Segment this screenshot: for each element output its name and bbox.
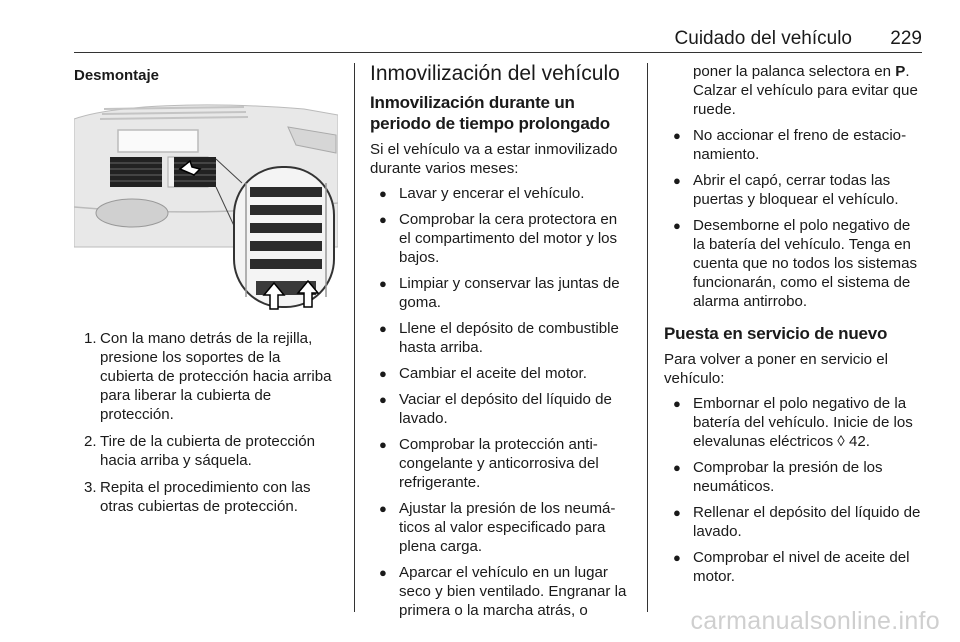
removal-steps bbox=[74, 329, 338, 516]
header-title: Cuidado del vehículo bbox=[674, 28, 852, 49]
bullet-icon: ● bbox=[379, 186, 387, 201]
list-item-text: Comprobar la protección anti-congelante y anticorrosiva del refrigerante. bbox=[399, 436, 599, 491]
subsection-title-prolongado: Inmovilización durante un periodo de tiempo prolongado bbox=[370, 93, 610, 133]
bullet-icon: ● bbox=[379, 321, 387, 336]
column-3 bbox=[664, 62, 926, 593]
list-item bbox=[664, 548, 926, 586]
list-item-text: Comprobar el nivel de aceite del motor. bbox=[693, 549, 910, 585]
list-item bbox=[664, 171, 926, 209]
bullet-icon: ● bbox=[673, 218, 681, 233]
storage-checklist bbox=[370, 184, 632, 620]
step-item bbox=[74, 329, 338, 424]
bullet-icon: ● bbox=[673, 173, 681, 188]
list-item bbox=[370, 319, 632, 357]
list-item bbox=[370, 210, 632, 267]
list-item-text: Lavar y encerar el vehículo. bbox=[399, 185, 585, 202]
bullet-icon: ● bbox=[379, 392, 387, 407]
bullet-icon: ● bbox=[379, 501, 387, 516]
bullet-icon: ● bbox=[379, 276, 387, 291]
list-item-text: Comprobar la cera protectora en el compartimento del motor y los bajos. bbox=[399, 211, 618, 266]
subheading-desmontaje: Desmontaje bbox=[74, 67, 160, 84]
list-item-text: Rellenar el depósito del líquido de lavado. bbox=[693, 504, 921, 540]
list-item-text: Cambiar el aceite del motor. bbox=[399, 365, 587, 382]
step-item bbox=[74, 432, 338, 470]
bullet-icon: ● bbox=[379, 366, 387, 381]
list-item bbox=[370, 435, 632, 492]
bullet-icon: ● bbox=[379, 565, 387, 580]
list-item bbox=[664, 503, 926, 541]
list-item bbox=[664, 394, 926, 451]
list-item bbox=[370, 499, 632, 556]
step-text: Repita el procedimiento con las otras cubiertas de protección. bbox=[100, 479, 311, 515]
list-item-text: Aparcar el vehículo en un lugar seco y bien ventilado. Engranar la primera o la marcha atrás, o bbox=[399, 564, 627, 619]
column-1 bbox=[74, 62, 338, 524]
step-text: Con la mano detrás de la rejilla, presione los soportes de la cubierta de protección hacia arriba para liberar la cubierta de protección. bbox=[100, 330, 332, 423]
list-item-text: Abrir el capó, cerrar todas las puertas y bloquear el vehículo. bbox=[693, 172, 899, 208]
section-title-puesta-en-servicio: Puesta en servicio de nuevo bbox=[664, 324, 888, 343]
step-text: Tire de la cubierta de protección hacia arriba y sáquela. bbox=[100, 433, 316, 469]
grille-cover-illustration bbox=[74, 97, 338, 313]
step-number: 3. bbox=[84, 479, 97, 496]
step-item bbox=[74, 478, 338, 516]
list-item-text: Embornar el polo negativo de la batería del vehículo. Inicie de los elevalunas eléctricos ◊ 42. bbox=[693, 395, 913, 450]
list-item-text: Ajustar la presión de los neumá-ticos al valor especificado para plena carga. bbox=[399, 500, 616, 555]
list-item-text: Llene el depósito de combustible hasta arriba. bbox=[399, 320, 619, 356]
list-item bbox=[664, 216, 926, 311]
step-number: 2. bbox=[84, 433, 97, 450]
list-continuation bbox=[664, 62, 926, 119]
column-divider-2 bbox=[647, 63, 648, 612]
page-number: 229 bbox=[890, 28, 922, 49]
list-item bbox=[370, 274, 632, 312]
list-item-text: Vaciar el depósito del líquido de lavado. bbox=[399, 391, 612, 427]
page-header bbox=[74, 26, 922, 53]
continuation-text-end: . Calzar el vehículo para evitar que ruede. bbox=[693, 63, 918, 118]
list-item-text: No accionar el freno de estacio-namiento. bbox=[693, 127, 907, 163]
bullet-icon: ● bbox=[673, 396, 681, 411]
column-divider-1 bbox=[354, 63, 355, 612]
bullet-icon: ● bbox=[673, 128, 681, 143]
bullet-icon: ● bbox=[379, 212, 387, 227]
watermark-text: carmanualsonline.info bbox=[690, 607, 940, 635]
bullet-icon: ● bbox=[673, 550, 681, 565]
list-item bbox=[370, 390, 632, 428]
list-item bbox=[370, 563, 632, 620]
list-item-text: Limpiar y conservar las juntas de goma. bbox=[399, 275, 620, 311]
gear-p-label: P bbox=[895, 63, 906, 80]
section-intro: Para volver a poner en servicio el vehículo: bbox=[664, 351, 889, 387]
storage-checklist-continued bbox=[664, 126, 926, 311]
list-item bbox=[370, 184, 632, 203]
intro-paragraph: Si el vehículo va a estar inmovilizado durante varios meses: bbox=[370, 141, 618, 177]
bullet-icon: ● bbox=[673, 505, 681, 520]
list-item-text: Desemborne el polo negativo de la batería del vehículo. Tenga en cuenta que no todos los sistemas funcionarán, como el sistema de alarma antirrobo. bbox=[693, 217, 918, 310]
list-item bbox=[664, 458, 926, 496]
recommissioning-checklist bbox=[664, 394, 926, 586]
step-number: 1. bbox=[84, 330, 97, 347]
continuation-text: poner la palanca selectora en bbox=[693, 63, 896, 80]
list-item-text: Comprobar la presión de los neumáticos. bbox=[693, 459, 883, 495]
bullet-icon: ● bbox=[673, 460, 681, 475]
column-2 bbox=[370, 62, 632, 627]
list-item bbox=[664, 126, 926, 164]
section-title-inmovilizacion: Inmovilización del vehículo bbox=[370, 62, 620, 85]
list-item bbox=[370, 364, 632, 383]
bullet-icon: ● bbox=[379, 437, 387, 452]
